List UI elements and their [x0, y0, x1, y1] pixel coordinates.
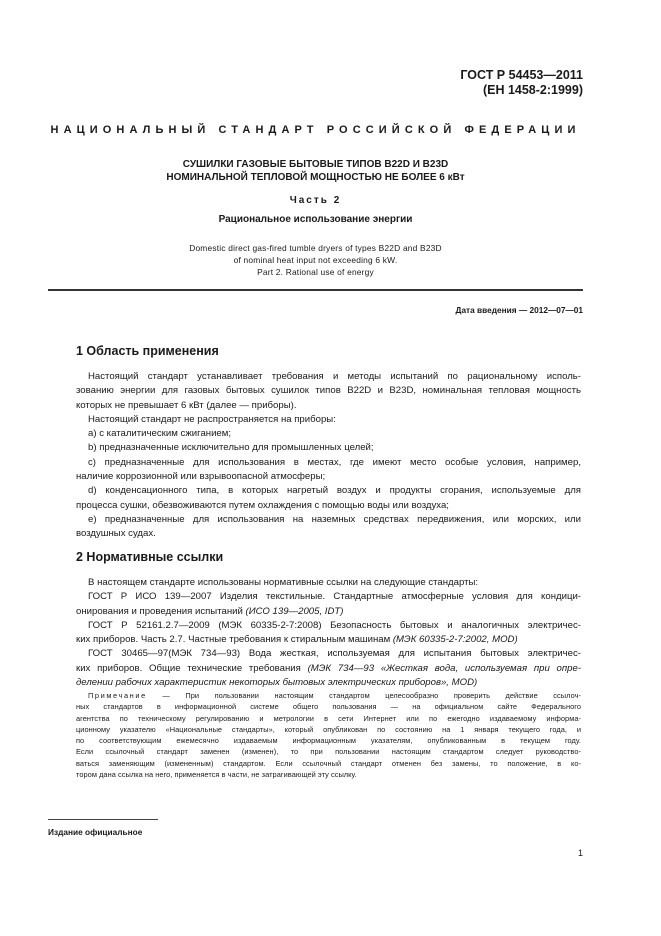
reference-1: ГОСТ Р ИСО 139—2007 Изделия текстильные. Стандартные атмосферные условия для кондици- [88, 591, 581, 603]
note-line: Примечание — При пользовании настоящим стандартом целесообразно проверить действие ссылоч- [88, 691, 581, 700]
english-title-line-1: Domestic direct gas-fired tumble dryers of types B22D and B23D [189, 243, 442, 253]
part-title: Рациональное использование энергии [218, 214, 413, 225]
introduction-date: Дата введения — 2012—07—01 [455, 305, 583, 315]
text-line: зованию энергии для газовых бытовых сушилок типов B22D и B23D, номинальная тепловая мощность [76, 385, 581, 397]
text-line: процесса сушки, обезвоживаются путем охлаждения с помощью воды или воздуха; [76, 499, 449, 511]
section-2-heading: 2 Нормативные ссылки [76, 550, 224, 564]
reference-2: ГОСТ Р 52161.2.7—2009 (МЭК 60335-2-7:2008) Безопасность бытовых и аналогичных электричес- [88, 619, 581, 631]
section-1-body [76, 370, 581, 542]
note-line: Если ссылочный стандарт заменен (изменен), то при пользовании настоящим стандартом следует руководство- [76, 747, 581, 757]
page-number: 1 [577, 848, 583, 858]
text-line: Настоящий стандарт не распространяется на приборы: [88, 413, 336, 425]
section-1-heading: 1 Область применения [76, 344, 219, 358]
list-item-d: d) конденсационного типа, в которых нагретый воздух и продукты сгорания, используемые для [88, 485, 581, 497]
reference-3: ГОСТ 30465—97(МЭК 734—93) Вода жесткая, используемая для испытания бытовых электричес- [88, 648, 581, 660]
part-number: Часть 2 [289, 195, 342, 206]
note-line: ваться заменяющим (измененным) стандартом. Если ссылочный стандарт отменен без замены, то положение, в ко- [76, 758, 581, 768]
official-edition-label: Издание официальное [48, 827, 143, 837]
header-divider [48, 289, 583, 291]
english-title [48, 242, 583, 278]
list-item-e: e) предназначенные для использования на наземных средствах передвижения, или морских, или [88, 513, 581, 525]
list-item-b: b) предназначенные исключительно для промышленных целей; [88, 442, 374, 454]
text-line: онирования и проведения испытаний (ИСО 139—2005, IDT) [76, 605, 344, 617]
note-line: ционному указателю «Национальные стандарты», который опубликован по состоянию на 1 января текущего года, и [76, 724, 581, 734]
list-item-c: c) предназначенные для использования в местах, где имеют место особые условия, например, [88, 456, 581, 468]
title-line-1: СУШИЛКИ ГАЗОВЫЕ БЫТОВЫЕ ТИПОВ B22D И B23D [182, 159, 449, 170]
text-line: которых не превышает 6 кВт (далее — приборы). [76, 399, 297, 411]
gost-number: ГОСТ Р 54453—2011 [460, 68, 583, 82]
text-line: делении рабочих характеристик некоторых бытовых электрических приборов», MOD) [76, 677, 478, 689]
note-label: Примечание [88, 691, 147, 700]
english-title-line-3: Part 2. Rational use of energy [257, 267, 374, 277]
note-block [76, 690, 581, 780]
text-line: воздушных судах. [76, 528, 156, 540]
note-line: тором дана ссылка на него, применяется в части, не затрагивающей эту ссылку. [76, 770, 357, 780]
national-standard-heading: НАЦИОНАЛЬНЫЙ СТАНДАРТ РОССИЙСКОЙ ФЕДЕРАЦИИ [50, 124, 581, 136]
standard-designation [460, 68, 583, 98]
document-title [48, 158, 583, 184]
title-line-2: НОМИНАЛЬНОЙ ТЕПЛОВОЙ МОЩНОСТЬЮ НЕ БОЛЕЕ 6 кВт [166, 172, 465, 183]
list-item-a: а) с каталитическим сжиганием; [88, 428, 232, 440]
text-line: Настоящий стандарт устанавливает требования и методы испытаний по рациональному исполь- [88, 371, 581, 382]
english-title-line-2: of nominal heat input not exceeding 6 kW. [233, 255, 398, 265]
text-line: наличие коррозионной или взрывоопасной атмосферы; [76, 471, 326, 483]
note-line: ных стандартов в информационной системе общего пользования — на официальном сайте Федерального [76, 702, 581, 712]
footer-divider [48, 819, 158, 820]
note-line: агентства по техническому регулированию и метрологии в сети Интернет или по ежегодно издаваемому информа- [76, 713, 581, 723]
text-line: ких приборов. Общие технические требования (МЭК 734—93 «Жесткая вода, используемая при опре- [76, 662, 581, 674]
text-line: В настоящем стандарте использованы нормативные ссылки на следующие стандарты: [88, 577, 479, 588]
text-line: ких приборов. Часть 2.7. Частные требования к стиральным машинам (МЭК 60335-2-7:2002, MOD) [76, 634, 518, 646]
section-2-body [76, 576, 581, 690]
note-line: по соответствующим ежемесячно издаваемым информационным указателям, опубликованным в текущем году. [76, 736, 581, 746]
en-number: (ЕН 1458-2:1999) [482, 83, 583, 97]
